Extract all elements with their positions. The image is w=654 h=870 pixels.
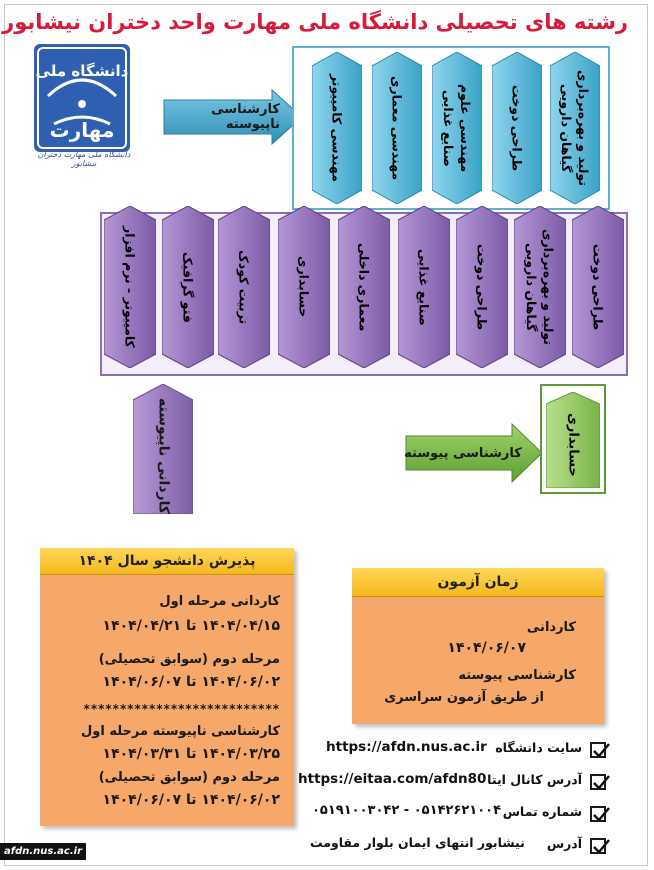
logo-caption: دانشگاه ملی مهارت دختران نیشابور (37, 150, 131, 168)
major-label: حسابداری (565, 413, 581, 477)
contact-value: ۰۵۱۴۲۶۲۱۰۰۴ - ۰۵۱۹۱۰۰۳۰۴۲ (312, 803, 502, 818)
major-chevron (162, 206, 214, 368)
university-logo (34, 44, 130, 152)
major-chevron (278, 206, 330, 368)
check-icon (590, 806, 606, 822)
contact-site (290, 740, 606, 764)
admission-line: کاردانی مرحله اول (159, 594, 280, 609)
major-chevron (572, 206, 624, 368)
major-chevron (492, 52, 542, 204)
major-label: مهندسی کامپیوتر (329, 74, 345, 182)
admission-line: ۱۴۰۴/۰۶/۰۲ تا ۱۴۰۴/۰۶/۰۷ (102, 792, 280, 808)
admission-panel (40, 548, 294, 826)
major-label: صنایع غذایی (416, 248, 432, 326)
major-chevron (104, 206, 156, 368)
major-label: تربیت کودک (236, 249, 252, 325)
exam-heading: زمان آزمون (352, 568, 604, 597)
major-label: تولید و بهره‌برداری گیاهان دارویی (559, 70, 591, 186)
admission-line: مرحله دوم (سوابق تحصیلی) (98, 652, 280, 667)
major-label: فتو گرافیک (180, 251, 196, 323)
major-label: حسابداری (296, 256, 312, 318)
contact-value[interactable]: https://afdn.nus.ac.ir (326, 739, 487, 755)
contact-value: نیشابور انتهای ایمان بلوار مقاومت (310, 835, 525, 850)
exam-line: از طریق آزمون سراسری (384, 690, 544, 705)
major-label: تولید و بهره‌برداری گیاهان دارویی (524, 229, 556, 345)
major-label: مهندسی علوم صنایع غذایی (441, 83, 473, 173)
admission-separator: *************************** (83, 702, 280, 716)
check-icon (590, 838, 606, 854)
contact-address (290, 836, 606, 860)
major-chevron (338, 206, 390, 368)
exam-line: کارشناسی پیوسته (458, 668, 576, 683)
logo-text-top: دانشگاه ملی (35, 62, 129, 80)
major-label: کامپیوتر - نرم افزار (122, 226, 138, 348)
contact-phone (290, 804, 606, 828)
contact-label: شماره تماس (502, 804, 582, 819)
karshenasi-napeyvaste-label: کارشناسی ناپیوسته (211, 102, 280, 132)
major-label: طراحی دوخت (474, 243, 490, 331)
check-icon (590, 774, 606, 790)
contact-eitaa (290, 772, 606, 796)
kardani-napeyvaste-label: کاردانی ناپیوسته (155, 398, 172, 514)
exam-line: ۱۴۰۴/۰۶/۰۷ (447, 640, 526, 656)
major-chevron (372, 52, 422, 204)
major-chevron (456, 206, 508, 368)
exam-panel (352, 568, 604, 724)
page-title: رشته های تحصیلی دانشگاه ملی مهارت واحد دختران نیشابور (2, 10, 628, 34)
admission-line: ۱۴۰۴/۰۳/۲۵ تا ۱۴۰۴/۰۳/۳۱ (102, 746, 280, 762)
exam-line: کاردانی (526, 620, 576, 635)
watermark: afdn.nus.ac.ir (0, 843, 86, 860)
logo-text-bottom: مهارت (49, 118, 115, 142)
admission-line: مرحله دوم (سوابق تحصیلی) (98, 770, 280, 785)
major-label: طراحی دوخت (590, 243, 606, 331)
admission-heading: پذیرش دانشجو سال ۱۴۰۴ (40, 548, 294, 575)
check-icon (590, 742, 606, 758)
major-label: طراحی دوخت (509, 84, 525, 172)
major-chevron (514, 206, 566, 368)
major-chevron (550, 52, 600, 204)
karshenasi-peyvaste-label: کارشناسی پیوسته (404, 445, 522, 461)
contact-label: سایت دانشگاه (495, 740, 582, 755)
major-chevron (432, 52, 482, 204)
major-chevron (218, 206, 270, 368)
admission-line: کارشناسی ناپیوسته مرحله اول (81, 724, 280, 739)
major-chevron (546, 392, 600, 488)
major-chevron (398, 206, 450, 368)
contact-label: آدرس کانال ایتا (487, 772, 582, 787)
karshenasi-peyvaste-arrow (404, 422, 544, 484)
admission-line: ۱۴۰۴/۰۶/۰۲ تا ۱۴۰۴/۰۶/۰۷ (102, 674, 280, 690)
kardani-napeyvaste-tag (133, 384, 193, 514)
major-chevron (312, 52, 362, 204)
contact-value[interactable]: https://eitaa.com/afdn80 (298, 771, 487, 787)
major-label: معماری داخلی (356, 242, 372, 332)
admission-line: ۱۴۰۴/۰۴/۱۵ تا ۱۴۰۴/۰۴/۲۱ (102, 618, 280, 634)
major-label: مهندسی معماری (389, 75, 405, 181)
karshenasi-napeyvaste-arrow (162, 88, 304, 146)
contact-label: آدرس (546, 836, 582, 851)
